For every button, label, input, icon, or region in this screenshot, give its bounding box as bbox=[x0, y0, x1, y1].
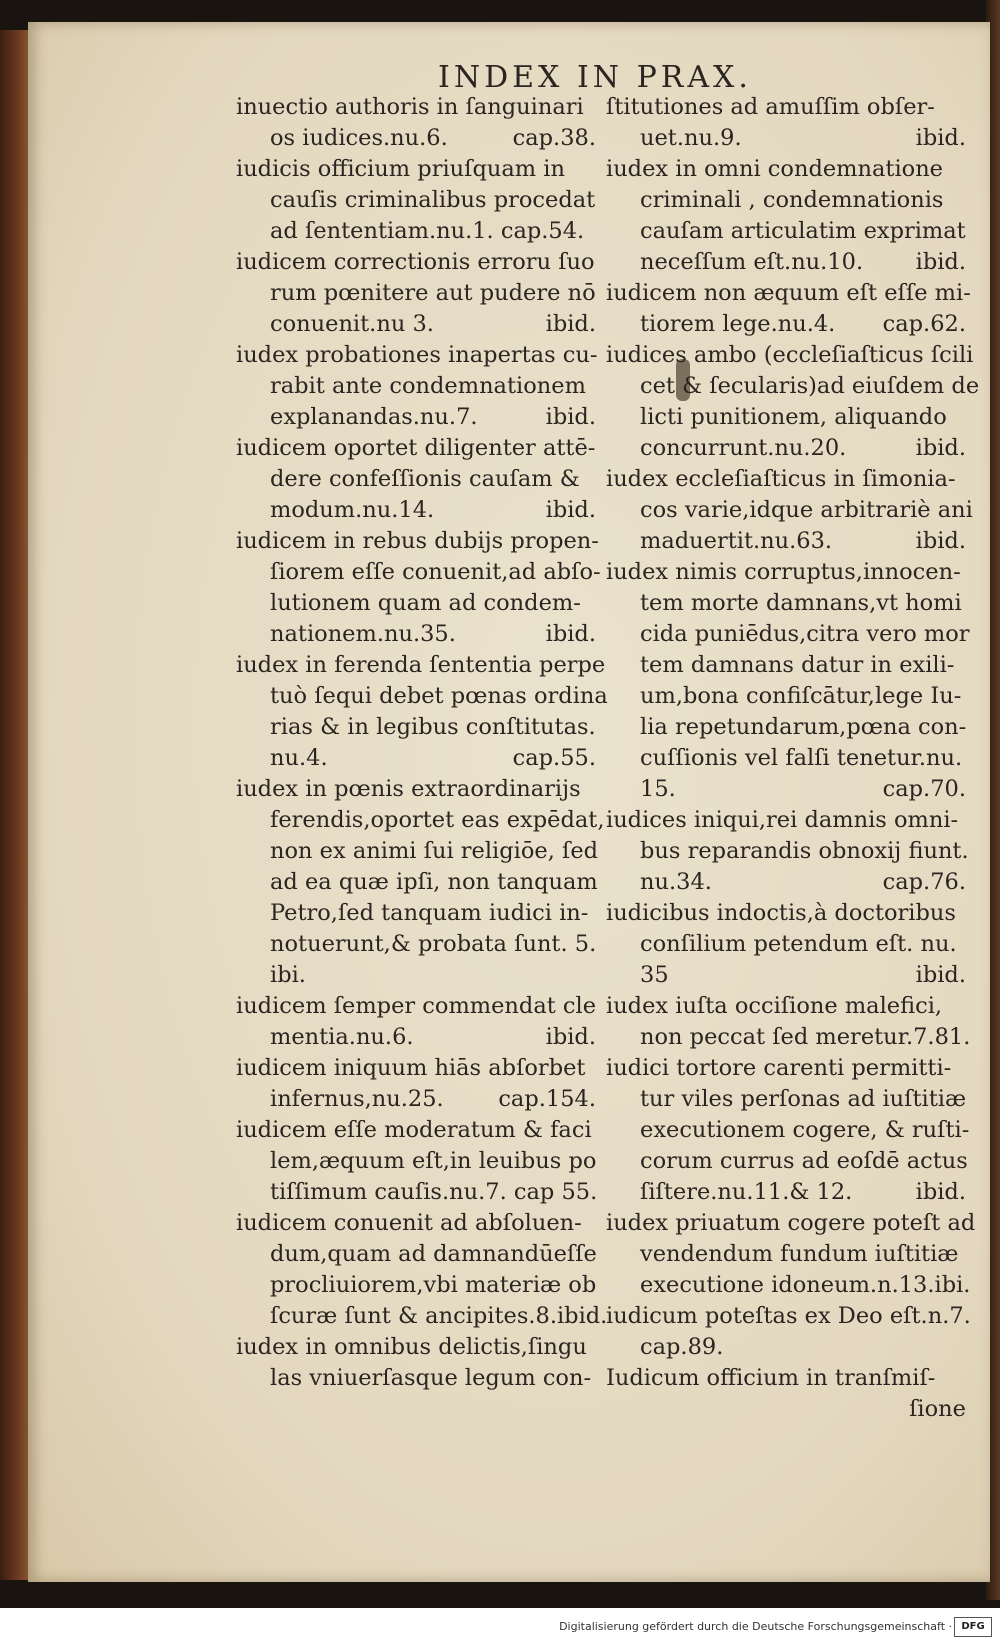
entry-reference: ibid. bbox=[545, 497, 596, 523]
binding-edge-left bbox=[0, 30, 30, 1580]
index-entry-line bbox=[236, 1022, 596, 1053]
entry-text: non peccat ſed meretur.7. bbox=[640, 1024, 935, 1050]
dfg-logo: DFG bbox=[954, 1617, 992, 1637]
index-entry-line: iudex in pœnis extraordinarijs bbox=[236, 776, 581, 802]
index-column-left bbox=[236, 92, 608, 1394]
index-entry-line: vendendum fundum iuſtitiæ bbox=[640, 1241, 959, 1267]
entry-reference: cap.76. bbox=[882, 869, 966, 895]
index-entry bbox=[236, 340, 596, 433]
index-entry bbox=[236, 1332, 596, 1394]
entry-reference: ibid. bbox=[915, 528, 966, 554]
index-entry-line: iudicem conuenit ad abſoluen- bbox=[236, 1210, 582, 1236]
index-entry-line: cida puniēdus,citra vero mor bbox=[640, 621, 970, 647]
index-entry-line: lia repetundarum,pœna con- bbox=[640, 714, 967, 740]
index-entry-line: ſtitutiones ad amuſſim obſer- bbox=[606, 94, 935, 120]
index-entry bbox=[236, 650, 608, 774]
index-entry bbox=[606, 154, 966, 278]
index-entry-line: iudex in omni condemnatione bbox=[606, 156, 943, 182]
index-entry-line: conſilium petendum eſt. nu. bbox=[640, 931, 957, 957]
entry-reference: cap.70. bbox=[882, 776, 966, 802]
index-entry-line: iudicem ſemper commendat cle bbox=[236, 993, 597, 1019]
index-entry bbox=[236, 247, 596, 340]
index-entry-line: cet & ſecularis)ad eiuſdem de bbox=[640, 373, 980, 399]
index-entry-line bbox=[236, 402, 596, 433]
index-entry-line bbox=[606, 309, 966, 340]
index-entry-line: rabit ante condemnationem bbox=[270, 373, 586, 399]
digitization-footer bbox=[0, 1608, 1000, 1648]
entry-reference: cap.62. bbox=[882, 311, 966, 337]
index-entry-line: iudex eccleſiaſticus in ſimonia- bbox=[606, 466, 956, 492]
index-entry-line: cuſſionis vel falſi tenetur.nu. bbox=[640, 745, 963, 771]
funding-credit: Digitalisierung gefördert durch die Deutsche Forschungsgemeinschaft · bbox=[559, 1620, 952, 1633]
index-entry-line bbox=[606, 123, 966, 154]
index-entry-line: inuectio authoris in ſanguinari bbox=[236, 94, 584, 120]
index-entry bbox=[236, 433, 596, 526]
index-entry-line: criminali , condemnationis bbox=[640, 187, 944, 213]
index-entry-line: non ex animi ſui religiōe, ſed bbox=[270, 838, 599, 864]
entry-text: modum.nu.14. bbox=[270, 497, 435, 523]
index-entry-line: iudicem correctionis erroru ſuo bbox=[236, 249, 595, 275]
index-column-right bbox=[606, 92, 980, 1425]
index-entry-line: iudicibus indoctis,à doctoribus bbox=[606, 900, 956, 926]
entry-reference: ibid. bbox=[915, 435, 966, 461]
index-entry-line: tiſſimum cauſis.nu.7. cap 55. bbox=[270, 1179, 598, 1205]
index-entry bbox=[606, 557, 970, 805]
entry-text: infernus,nu.25. bbox=[270, 1086, 444, 1112]
index-entry-line: ſcuræ ſunt & ancipites.8.ibid. bbox=[270, 1303, 608, 1329]
index-entry-line bbox=[606, 1177, 966, 1208]
entry-reference: cap.154. bbox=[498, 1086, 596, 1112]
index-entry-line: licti punitionem, aliquando bbox=[640, 404, 947, 430]
entry-text: os iudices.nu.6. bbox=[270, 125, 448, 151]
entry-reference: ibid. bbox=[915, 249, 966, 275]
entry-text: nationem.nu.35. bbox=[270, 621, 456, 647]
entry-text: maduertit.nu.63. bbox=[640, 528, 833, 554]
entry-reference: ibid. bbox=[545, 621, 596, 647]
entry-text: nu.34. bbox=[640, 869, 712, 895]
index-entry bbox=[236, 1053, 596, 1115]
catchword: ſione bbox=[909, 1396, 966, 1422]
index-entry-line bbox=[236, 123, 596, 154]
book-page bbox=[28, 22, 990, 1582]
index-entry-line: dum,quam ad damnandūeſſe bbox=[270, 1241, 597, 1267]
entry-text: 15. bbox=[640, 776, 676, 802]
index-entry-line bbox=[606, 1022, 971, 1053]
index-entry bbox=[606, 340, 980, 464]
index-entry-line: executione idoneum.n.13.ibi. bbox=[640, 1272, 971, 1298]
entry-reference: ibid. bbox=[915, 962, 966, 988]
entry-reference: ibid. bbox=[545, 1024, 596, 1050]
index-entry bbox=[606, 278, 971, 340]
index-entry-line: ſiorem eſſe conuenit,ad abſo- bbox=[270, 559, 601, 585]
index-entry bbox=[236, 154, 596, 247]
index-entry-line bbox=[236, 743, 596, 774]
index-entry bbox=[606, 464, 973, 557]
index-entry-line: notuerunt,& probata ſunt. 5. bbox=[270, 931, 597, 957]
index-entry-line bbox=[236, 309, 596, 340]
index-entry-line: executionem cogere, & ruſti- bbox=[640, 1117, 970, 1143]
index-entry-line bbox=[236, 495, 596, 526]
index-entry bbox=[236, 991, 596, 1053]
index-entry bbox=[606, 1301, 971, 1363]
entry-reference: ibid. bbox=[545, 404, 596, 430]
index-entry-line: iudici tortore carenti permitti- bbox=[606, 1055, 952, 1081]
index-entry-line: ad ea quæ ipſi, non tanquam bbox=[270, 869, 598, 895]
index-entry-line: tem morte damnans,vt homi bbox=[640, 590, 962, 616]
index-entry-line: lem,æquum eſt,in leuibus po bbox=[270, 1148, 597, 1174]
running-header: INDEX IN PRAX. bbox=[438, 60, 752, 95]
index-entry-line: ferendis,oportet eas expēdat, bbox=[270, 807, 605, 833]
entry-reference: cap.38. bbox=[512, 125, 596, 151]
index-entry bbox=[606, 1053, 970, 1208]
entry-text: concurrunt.nu.20. bbox=[640, 435, 847, 461]
index-entry-line: iudices iniqui,rei damnis omni- bbox=[606, 807, 959, 833]
index-entry-line: iudicem eſſe moderatum & faci bbox=[236, 1117, 592, 1143]
entry-text: mentia.nu.6. bbox=[270, 1024, 414, 1050]
index-entry-line: cauſis criminalibus procedat bbox=[270, 187, 596, 213]
index-entry-line: tuò ſequi debet pœnas ordina bbox=[270, 683, 608, 709]
index-entry bbox=[606, 805, 969, 898]
index-entry-line: iudex iuſta occiſione malefici, bbox=[606, 993, 943, 1019]
index-entry-line bbox=[236, 1084, 596, 1115]
index-entry-line: iudices ambo (eccleſiaſticus ſcili bbox=[606, 342, 974, 368]
entry-text: neceſſum eſt.nu.10. bbox=[640, 249, 864, 275]
index-entry bbox=[606, 92, 966, 154]
index-entry-line: iudex in ferenda ſententia perpe bbox=[236, 652, 606, 678]
index-entry bbox=[236, 774, 605, 991]
index-entry-line bbox=[606, 774, 966, 805]
entry-text: ſiſtere.nu.11.& 12. bbox=[640, 1179, 853, 1205]
index-entry-line: procliuiorem,vbi materiæ ob bbox=[270, 1272, 597, 1298]
entry-text: tiorem lege.nu.4. bbox=[640, 311, 836, 337]
entry-text: conuenit.nu 3. bbox=[270, 311, 434, 337]
index-entry-line bbox=[606, 526, 966, 557]
entry-reference: ibid. bbox=[915, 1179, 966, 1205]
entry-text: nu.4. bbox=[270, 745, 328, 771]
index-entry-line: iudex priuatum cogere poteſt ad bbox=[606, 1210, 976, 1236]
entry-text: uet.nu.9. bbox=[640, 125, 742, 151]
index-entry-line: lutionem quam ad condem- bbox=[270, 590, 581, 616]
index-entry-line: iudex in omnibus delictis,ſingu bbox=[236, 1334, 587, 1360]
index-entry-line: tem damnans datur in exili- bbox=[640, 652, 955, 678]
index-entry-line bbox=[606, 960, 966, 991]
index-entry-line: ad ſententiam.nu.1. cap.54. bbox=[270, 218, 585, 244]
index-entry-line: rum pœnitere aut pudere nō bbox=[270, 280, 596, 306]
index-entry-line: iudicis officium priuſquam in bbox=[236, 156, 565, 182]
index-entry-line: cap.89. bbox=[640, 1334, 724, 1360]
index-entry bbox=[606, 1363, 966, 1394]
index-entry bbox=[606, 1208, 976, 1301]
index-entry-line: rias & in legibus conſtitutas. bbox=[270, 714, 596, 740]
index-entry-line: las vniuerſasque legum con- bbox=[270, 1365, 592, 1391]
index-entry-line: bus reparandis obnoxij fiunt. bbox=[640, 838, 969, 864]
entry-reference: cap.55. bbox=[512, 745, 596, 771]
index-entry-line: Iudicum officium in tranſmiſ- bbox=[606, 1365, 936, 1391]
index-entry-line: iudicem in rebus dubijs propen- bbox=[236, 528, 599, 554]
index-entry-line bbox=[606, 433, 966, 464]
entry-text: explanandas.nu.7. bbox=[270, 404, 478, 430]
index-entry bbox=[236, 526, 601, 650]
entry-reference: ibid. bbox=[915, 125, 966, 151]
entry-text: 35 bbox=[640, 962, 669, 988]
index-entry bbox=[236, 1208, 608, 1332]
index-entry-line: iudicem iniquum hiās abſorbet bbox=[236, 1055, 586, 1081]
index-entry-line bbox=[606, 867, 966, 898]
index-entry-line: Petro,ſed tanquam iudici in- bbox=[270, 900, 589, 926]
entry-reference: ibid. bbox=[545, 311, 596, 337]
index-entry bbox=[606, 991, 971, 1053]
index-entry-line: ibi. bbox=[270, 962, 306, 988]
index-entry-line bbox=[236, 619, 596, 650]
entry-reference: 81. bbox=[934, 1024, 971, 1050]
index-entry-line bbox=[606, 247, 966, 278]
index-entry-line: iudicem oportet diligenter attē- bbox=[236, 435, 596, 461]
index-entry-line: iudex nimis corruptus,innocen- bbox=[606, 559, 961, 585]
index-entry-line: um,bona confiſcātur,lege Iu- bbox=[640, 683, 962, 709]
index-entry-line: iudicem non æquum eſt eſſe mi- bbox=[606, 280, 971, 306]
index-entry-line: iudicum poteſtas ex Deo eſt.n.7. bbox=[606, 1303, 971, 1329]
index-entry-line: tur viles perſonas ad iuſtitiæ bbox=[640, 1086, 967, 1112]
index-entry-line: cauſam articulatim exprimat bbox=[640, 218, 966, 244]
index-entry bbox=[236, 92, 596, 154]
index-entry bbox=[606, 898, 966, 991]
index-entry-line: cos varie,idque arbitrariè ani bbox=[640, 497, 973, 523]
index-entry-line: dere confeſſionis cauſam & bbox=[270, 466, 580, 492]
index-entry-line: iudex probationes inapertas cu- bbox=[236, 342, 598, 368]
index-entry bbox=[236, 1115, 596, 1208]
index-entry-line: corum currus ad eoſdē actus bbox=[640, 1148, 968, 1174]
